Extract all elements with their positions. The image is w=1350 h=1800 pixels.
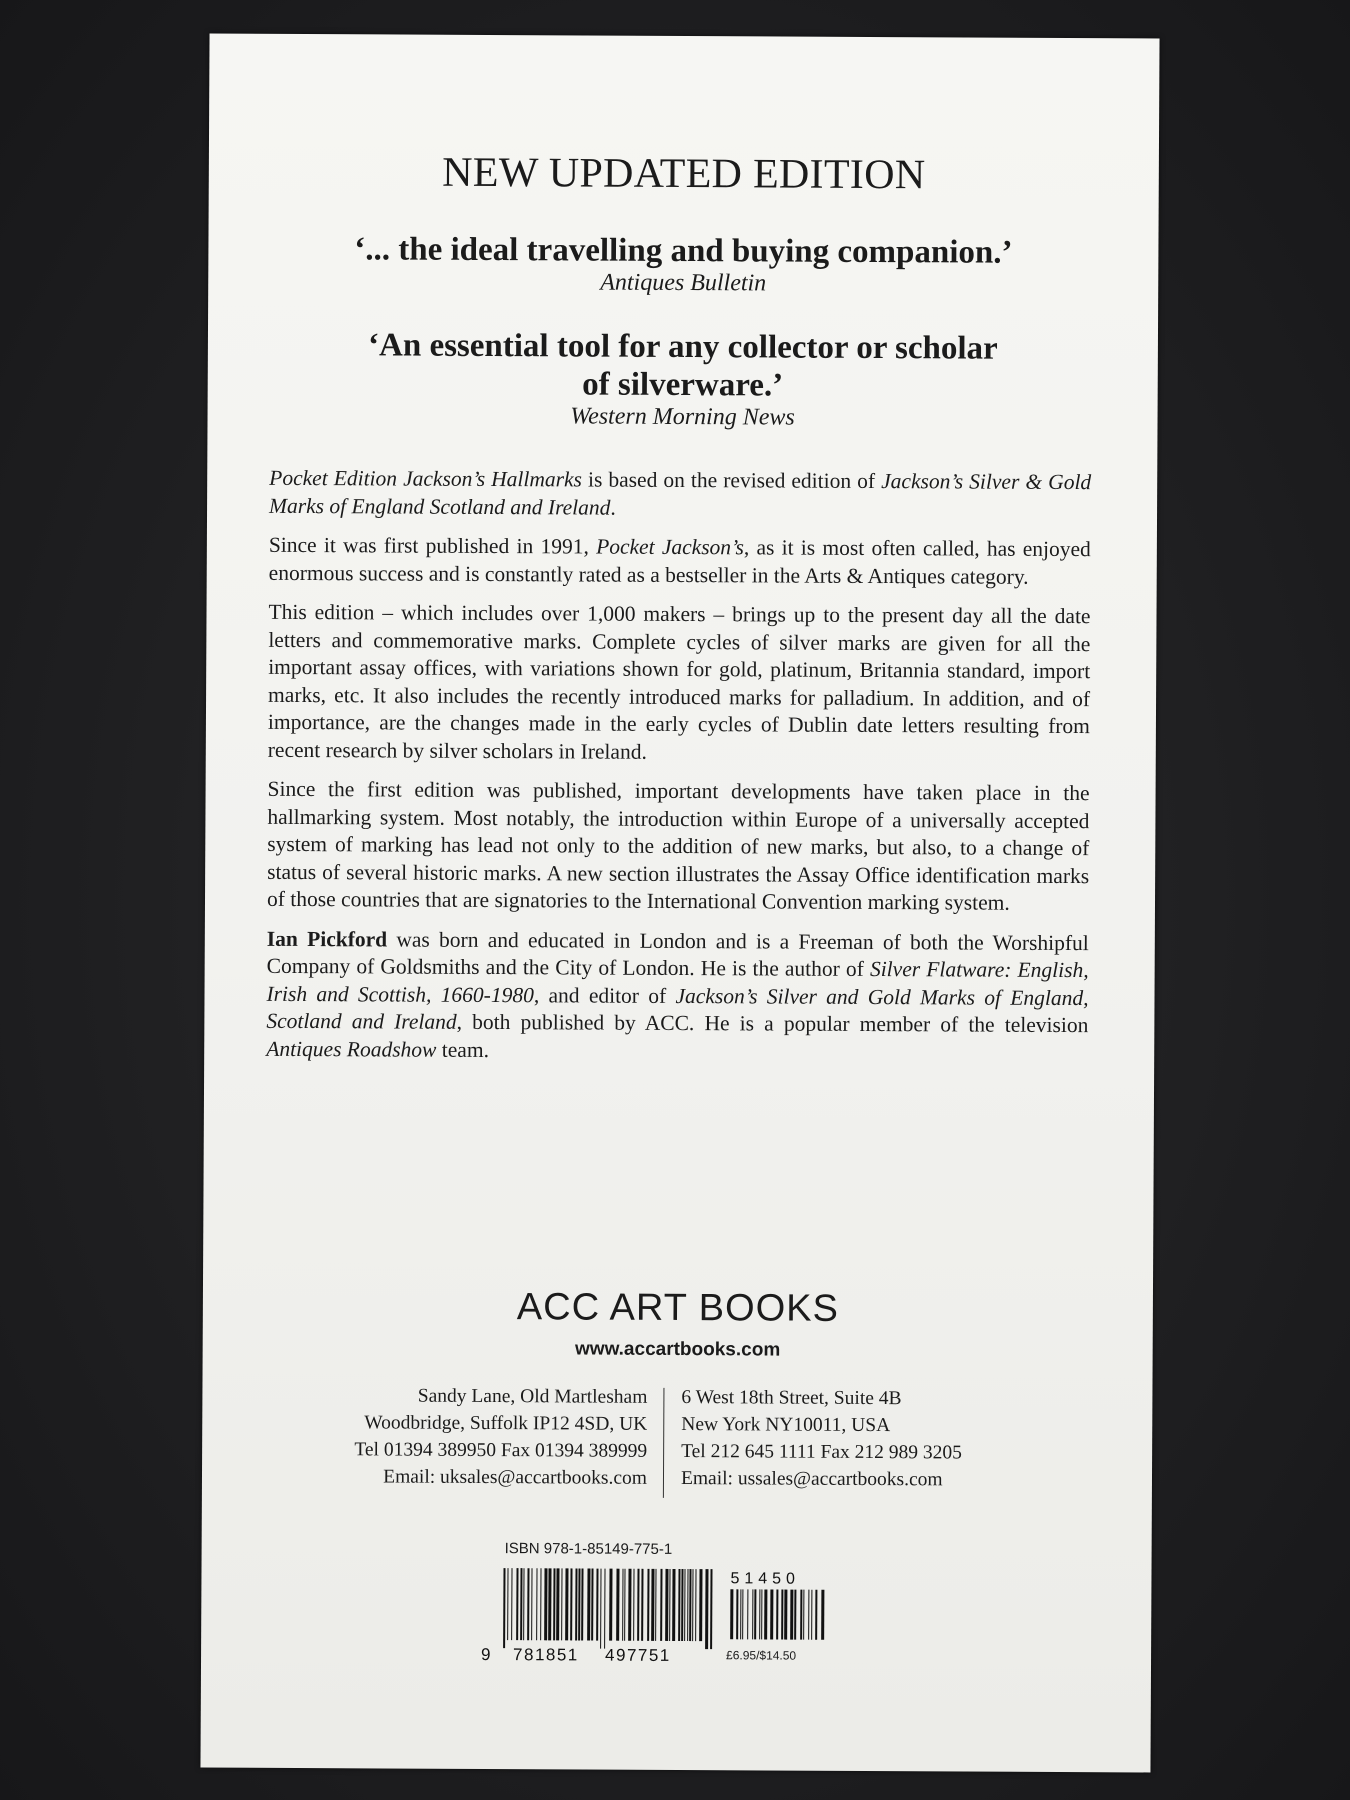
- author-bio: Ian Pickford was born and educated in London and is a Freeman of both the Worshipful Company of Goldsmiths and the City of London. He is the author of Silver Flatware: English, Irish and Scottish, 1660-1980, and editor of Jackson’s Silver and Gold Marks of England, Scotland and Ireland, both published by ACC. He is a popular member of the television Antiques Roadshow team.: [266, 926, 1089, 1062]
- barcode-right-digits: 497751: [605, 1645, 671, 1665]
- barcode-bar: [790, 1590, 793, 1640]
- blurb-paragraph-2: Since it was first published in 1991, Pocket Jackson’s, as it is most often called, has enjoyed enormous success and is constantly rated as a bestseller in the Arts & Antiques category.: [268, 532, 1091, 589]
- barcode-bar: [665, 1569, 668, 1641]
- blurb-paragraph-4: Since the first edition was published, important developments have taken place in the hallmarking system. Most notably, the introduction within Europe of a universally accepted system of marking has lead not only to the addition of new marks, but also, to a change of status of several historic marks. A new section illustrates the Assay Office identification marks of those countries that are signatories to the International Convention marking system.: [266, 776, 1090, 915]
- barcode-bar: [578, 1568, 580, 1640]
- addon-digits: 51450: [730, 1570, 801, 1588]
- blurb-paragraph-3: This edition – which includes over 1,000 makers – brings up to the present day all the date letters and commemorative marks. Complete cycles of silver marks are given for all the important assay offices, with variations shown for gold, platinum, Britannia standard, import marks, etc. It also includes the recently introduced marks for palladium. In addition, and of importance, are the changes made in the early cycles of Dublin date letters resulting from recent research by silver scholars in Ireland.: [267, 599, 1091, 764]
- barcode-bar: [565, 1568, 568, 1640]
- barcode-bar: [604, 1569, 605, 1649]
- barcode-bar: [553, 1568, 555, 1640]
- blurb-paragraph-1: Pocket Edition Jackson’s Hallmarks is based on the revised edition of Jackson’s Silver & Gold Marks of England Scotland and Ireland.: [269, 465, 1092, 520]
- barcode-bar: [684, 1569, 685, 1641]
- barcode-bar: [669, 1569, 670, 1641]
- review-source-1: Antiques Bulletin: [600, 269, 767, 297]
- barcode-bar: [633, 1569, 634, 1641]
- author-name: Ian Pickford: [266, 926, 388, 951]
- barcode-bar: [800, 1590, 802, 1640]
- barcode-bar: [540, 1568, 541, 1640]
- barcode-bar: [622, 1569, 623, 1641]
- barcode-bar: [770, 1589, 773, 1639]
- barcode-bar: [687, 1569, 688, 1641]
- book-back-cover: [200, 34, 1159, 1773]
- barcode-bar: [591, 1569, 593, 1641]
- source-book-title: Jackson’s Silver & Gold Marks of England Scotland and Ireland: [269, 469, 1092, 520]
- barcode-bar: [548, 1568, 551, 1640]
- barcode-bar: [503, 1568, 505, 1648]
- barcode-bar: [736, 1589, 738, 1639]
- barcode-bar: [761, 1589, 762, 1639]
- barcode-bar: [536, 1568, 537, 1640]
- barcode-bar: [754, 1589, 756, 1639]
- barcode-bar: [784, 1590, 787, 1640]
- price-addon-barcode: [726, 1567, 836, 1648]
- barcode-bar: [520, 1568, 522, 1640]
- barcode-bar: [742, 1589, 743, 1639]
- barcode-bar: [821, 1590, 824, 1640]
- headline: NEW UPDATED EDITION: [442, 149, 926, 199]
- barcode-bar: [692, 1569, 693, 1641]
- barcode-bar: [624, 1569, 625, 1641]
- barcode-bar: [752, 1589, 753, 1639]
- barcode-bar: [651, 1569, 654, 1641]
- barcode-bar: [794, 1590, 796, 1640]
- barcode-bar: [609, 1569, 612, 1641]
- review-quote-2: [208, 326, 1158, 407]
- publisher-website: www.accartbooks.com: [574, 1338, 781, 1361]
- barcode-bar: [672, 1569, 675, 1641]
- barcode-bar: [710, 1569, 712, 1649]
- barcode-bar: [740, 1589, 741, 1639]
- barcode-bar: [681, 1569, 683, 1641]
- blurb: [266, 465, 1091, 1079]
- isbn-label: ISBN 978-1-85149-775-1: [504, 1540, 673, 1558]
- barcode-bar: [561, 1568, 562, 1640]
- barcode-bar: [575, 1568, 577, 1640]
- review-quote-1: ‘... the ideal travelling and buying companion.’: [354, 231, 1013, 271]
- price-label: £6.95/$14.50: [726, 1648, 797, 1663]
- barcode-bar: [641, 1569, 643, 1641]
- barcode-bar: [747, 1589, 748, 1639]
- barcode-bar: [695, 1569, 696, 1641]
- barcode-bar: [544, 1568, 547, 1640]
- barcode-left-digits: 781851: [513, 1645, 579, 1665]
- ean13-barcode: [479, 1566, 720, 1667]
- review-quote-2-line1: ‘An essential tool for any collector or scholar: [367, 327, 998, 367]
- barcode-bar: [660, 1569, 662, 1641]
- barcode-bar: [781, 1590, 783, 1640]
- barcode-bar: [764, 1589, 767, 1639]
- review-quote-2-line2: of silverware.’: [582, 366, 784, 404]
- uk-address: Sandy Lane, Old Martlesham Woodbridge, Suffolk IP12 4SD, UK Tel 01394 389950 Fax 01394 389999 Email: uksales@accartbooks.com: [354, 1385, 648, 1489]
- barcode-bar: [803, 1590, 804, 1640]
- barcode-bar: [808, 1590, 809, 1640]
- publisher-logo: ACC ART BOOKS: [516, 1286, 840, 1330]
- barcode-bar: [600, 1569, 601, 1649]
- barcode-bar: [523, 1568, 524, 1640]
- review-source-2: Western Morning News: [570, 403, 795, 431]
- barcode-bar: [705, 1569, 708, 1649]
- barcode-bar: [511, 1568, 512, 1640]
- barcode-bar: [689, 1569, 691, 1641]
- barcode-bar: [556, 1568, 559, 1640]
- barcode-bar: [616, 1569, 619, 1641]
- barcode-bar: [507, 1568, 508, 1640]
- us-address: 6 West 18th Street, Suite 4B New York NY10011, USA Tel 212 645 1111 Fax 212 989 3205 Email: ussales@accartbooks.com: [680, 1387, 963, 1491]
- barcode-bar: [655, 1569, 656, 1641]
- barcode-bar: [811, 1590, 812, 1640]
- barcode-bar: [531, 1568, 532, 1640]
- barcode-bar: [527, 1568, 529, 1640]
- barcode-bar: [596, 1569, 598, 1641]
- barcode-bar: [730, 1589, 733, 1639]
- barcode-bar: [699, 1569, 702, 1641]
- barcode-bar: [678, 1569, 680, 1641]
- barcode-bar: [637, 1569, 639, 1641]
- barcode-bar: [776, 1590, 778, 1640]
- book-title: Pocket Edition Jackson’s Hallmarks: [269, 465, 583, 492]
- barcode-bar: [570, 1568, 572, 1640]
- barcode-bar: [759, 1589, 760, 1639]
- barcode-bar: [628, 1569, 631, 1641]
- address-divider: [663, 1388, 665, 1498]
- barcode-bar: [647, 1569, 649, 1641]
- barcode-bar: [815, 1590, 817, 1640]
- barcode-bar: [516, 1568, 518, 1640]
- barcode-bar: [581, 1568, 583, 1640]
- barcode-bar: [587, 1569, 590, 1641]
- barcode-lead-digit: 9: [481, 1644, 491, 1665]
